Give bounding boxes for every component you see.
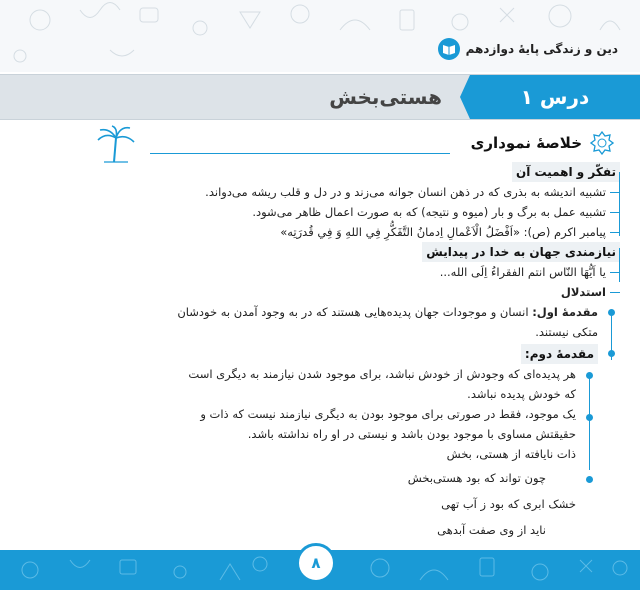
dependence-item-1 [100, 262, 620, 282]
argument-heading-row [100, 282, 620, 302]
lesson-summary-content [100, 124, 620, 540]
premise-2 [168, 344, 598, 364]
star-badge-icon [590, 131, 614, 155]
premise-1-text: انسان و موجودات جهان پدیده‌هایی هستند که در به وجود آمدن به خودشان متکی نیستند. [177, 305, 598, 339]
reflection-item-2 [100, 202, 620, 222]
reflection-item-3 [100, 222, 620, 242]
premise-2-item-1-dot [586, 372, 593, 379]
header-doodle-background [0, 0, 640, 72]
section-heading-argument: استدلال [560, 285, 606, 299]
poem-line-3: ناید از وی صفت آبدهی [437, 523, 546, 537]
section-heading-reflection: تفکّر و اهمیت آن [512, 162, 620, 182]
page-number: ۸ [296, 543, 336, 583]
lesson-bar [0, 74, 640, 120]
palm-tree-icon [94, 124, 138, 164]
reflection-connector [619, 172, 620, 236]
summary-heading [100, 124, 614, 162]
premise-2-dot [608, 350, 615, 357]
summary-title: خلاصهٔ نموداری [470, 134, 582, 152]
premise-2-label: مقدمهٔ دوم: [521, 344, 598, 364]
dependence-connector [619, 248, 620, 282]
lesson-title: هستی‌بخش [329, 85, 442, 109]
section-heading-dependence: نیازمندی جهان به خدا در پیدایش [422, 242, 620, 262]
premise-2-item-2: یک موجود، فقط در صورتی برای موجود بودن به دیگری نیازمند نیست که ذات و حقیقتش مساوی با موجود بودن باشد و نیستی در او راه نداشته باشد. [200, 407, 576, 441]
book-logo-icon [438, 38, 460, 60]
premise-2-item-2-dot [586, 414, 593, 421]
poem-line-1: چون تواند که بود هستی‌بخش [407, 471, 546, 485]
premise-2-item-1: هر پدیده‌ای که وجودش از خودش نباشد، برای موجود شدن نیازمند به دیگری است که خودش پدیده نباشد. [188, 367, 576, 401]
premise-2-connector [589, 374, 590, 470]
book-title [438, 38, 618, 60]
reflection-item-1-text: تشبیه اندیشه به بذری که در ذهن انسان جوانه می‌زند و در دل و قلب ریشه می‌دواند. [205, 185, 606, 199]
summary-divider [150, 153, 450, 154]
premise-1-dot [608, 309, 615, 316]
premise-2-item-3-dot [586, 476, 593, 483]
reflection-item-2-text: تشبیه عمل به برگ و بار (میوه و نتیجه) که به صورت اعمال ظاهر می‌شود. [252, 205, 606, 219]
premise-2-item-3: ذات نایافته از هستی، بخش [446, 447, 576, 461]
lesson-number: درس ۱ [470, 75, 640, 119]
book-title-text: دین و زندگی پایهٔ دوازدهم [465, 42, 618, 56]
dependence-item-1-text: یا اَیُّهَا النّاس انتم الفقراءُ اِلَی الله... [439, 265, 606, 279]
reflection-item-1 [100, 182, 620, 202]
premise-1 [168, 302, 598, 342]
premise-1-label: مقدمهٔ اول: [532, 305, 598, 319]
poem-line-2: خشک ابری که بود ز آب تهی [441, 497, 576, 511]
reflection-item-3-text: پیامبر اکرم (ص): «اَفْضَلُ الْاَعْمالِ اِدمانُ التَّفَكُّرِ فِي اللهِ وَ فِي قُدرَتِه» [280, 225, 606, 239]
